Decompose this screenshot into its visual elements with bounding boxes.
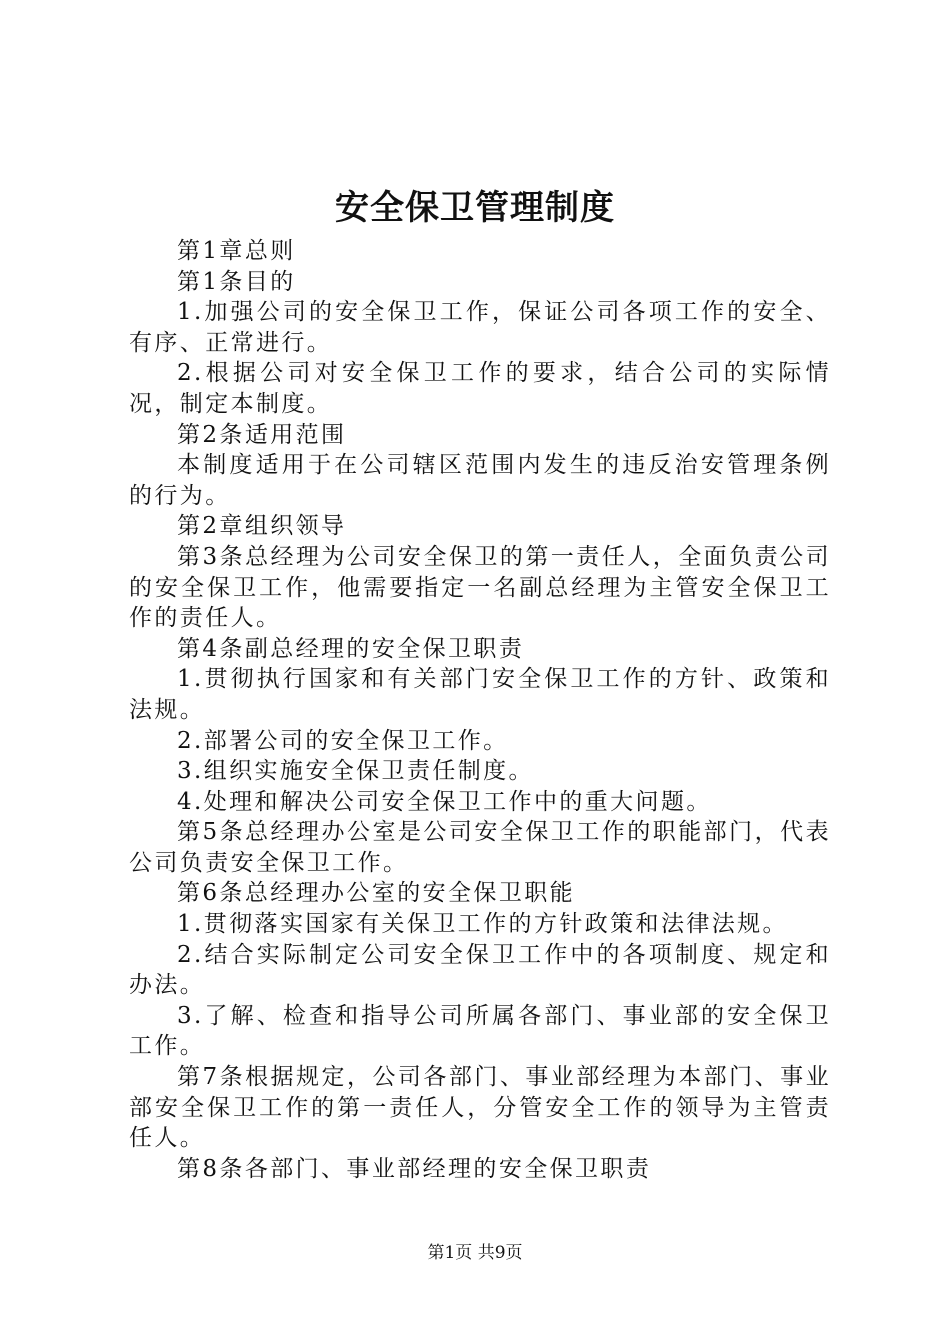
- paragraph: 第1章总则: [177, 238, 296, 264]
- paragraph: 第5条总经理办公室是公司安全保卫工作的职能部门，代表公司负责安全保卫工作。: [129, 819, 831, 876]
- paragraph: 2.根据公司对安全保卫工作的要求，结合公司的实际情况，制定本制度。: [129, 360, 831, 417]
- document-body: [129, 236, 831, 1184]
- paragraph: 1.加强公司的安全保卫工作，保证公司各项工作的安全、有序、正常进行。: [129, 299, 831, 356]
- paragraph: 第4条副总经理的安全保卫职责: [177, 635, 525, 662]
- paragraph: 第3条总经理为公司安全保卫的第一责任人，全面负责公司的安全保卫工作，他需要指定一名副总经理为主管安全保卫工作的责任人。: [129, 543, 831, 632]
- paragraph: 2.结合实际制定公司安全保卫工作中的各项制度、规定和办法。: [129, 941, 831, 999]
- paragraph: 3.了解、检查和指导公司所属各部门、事业部的安全保卫工作。: [129, 1002, 831, 1060]
- page-footer: 第1页 共9页: [427, 1243, 523, 1263]
- paragraph: 第6条总经理办公室的安全保卫职能: [177, 880, 576, 907]
- paragraph: 第2章组织领导: [177, 513, 347, 540]
- paragraph: 第2条适用范围: [177, 421, 347, 448]
- paragraph: 3.组织实施安全保卫责任制度。: [177, 758, 534, 785]
- paragraph: 本制度适用于在公司辖区范围内发生的违反治安管理条例的行为。: [129, 452, 831, 509]
- paragraph: 第7条根据规定，公司各部门、事业部经理为本部门、事业部安全保卫工作的第一责任人，分管安全工作的领导为主管责任人。: [129, 1064, 831, 1152]
- paragraph: 第8条各部门、事业部经理的安全保卫职责: [177, 1155, 652, 1182]
- document-title: 安全保卫管理制度: [335, 188, 615, 228]
- paragraph: 1.贯彻执行国家和有关部门安全保卫工作的方针、政策和法规。: [129, 666, 831, 723]
- paragraph: 1.贯彻落实国家有关保卫工作的方针政策和法律法规。: [177, 911, 788, 938]
- paragraph: 4.处理和解决公司安全保卫工作中的重大问题。: [177, 788, 712, 815]
- paragraph: 2.部署公司的安全保卫工作。: [177, 727, 509, 754]
- paragraph: 第1条目的: [177, 268, 296, 295]
